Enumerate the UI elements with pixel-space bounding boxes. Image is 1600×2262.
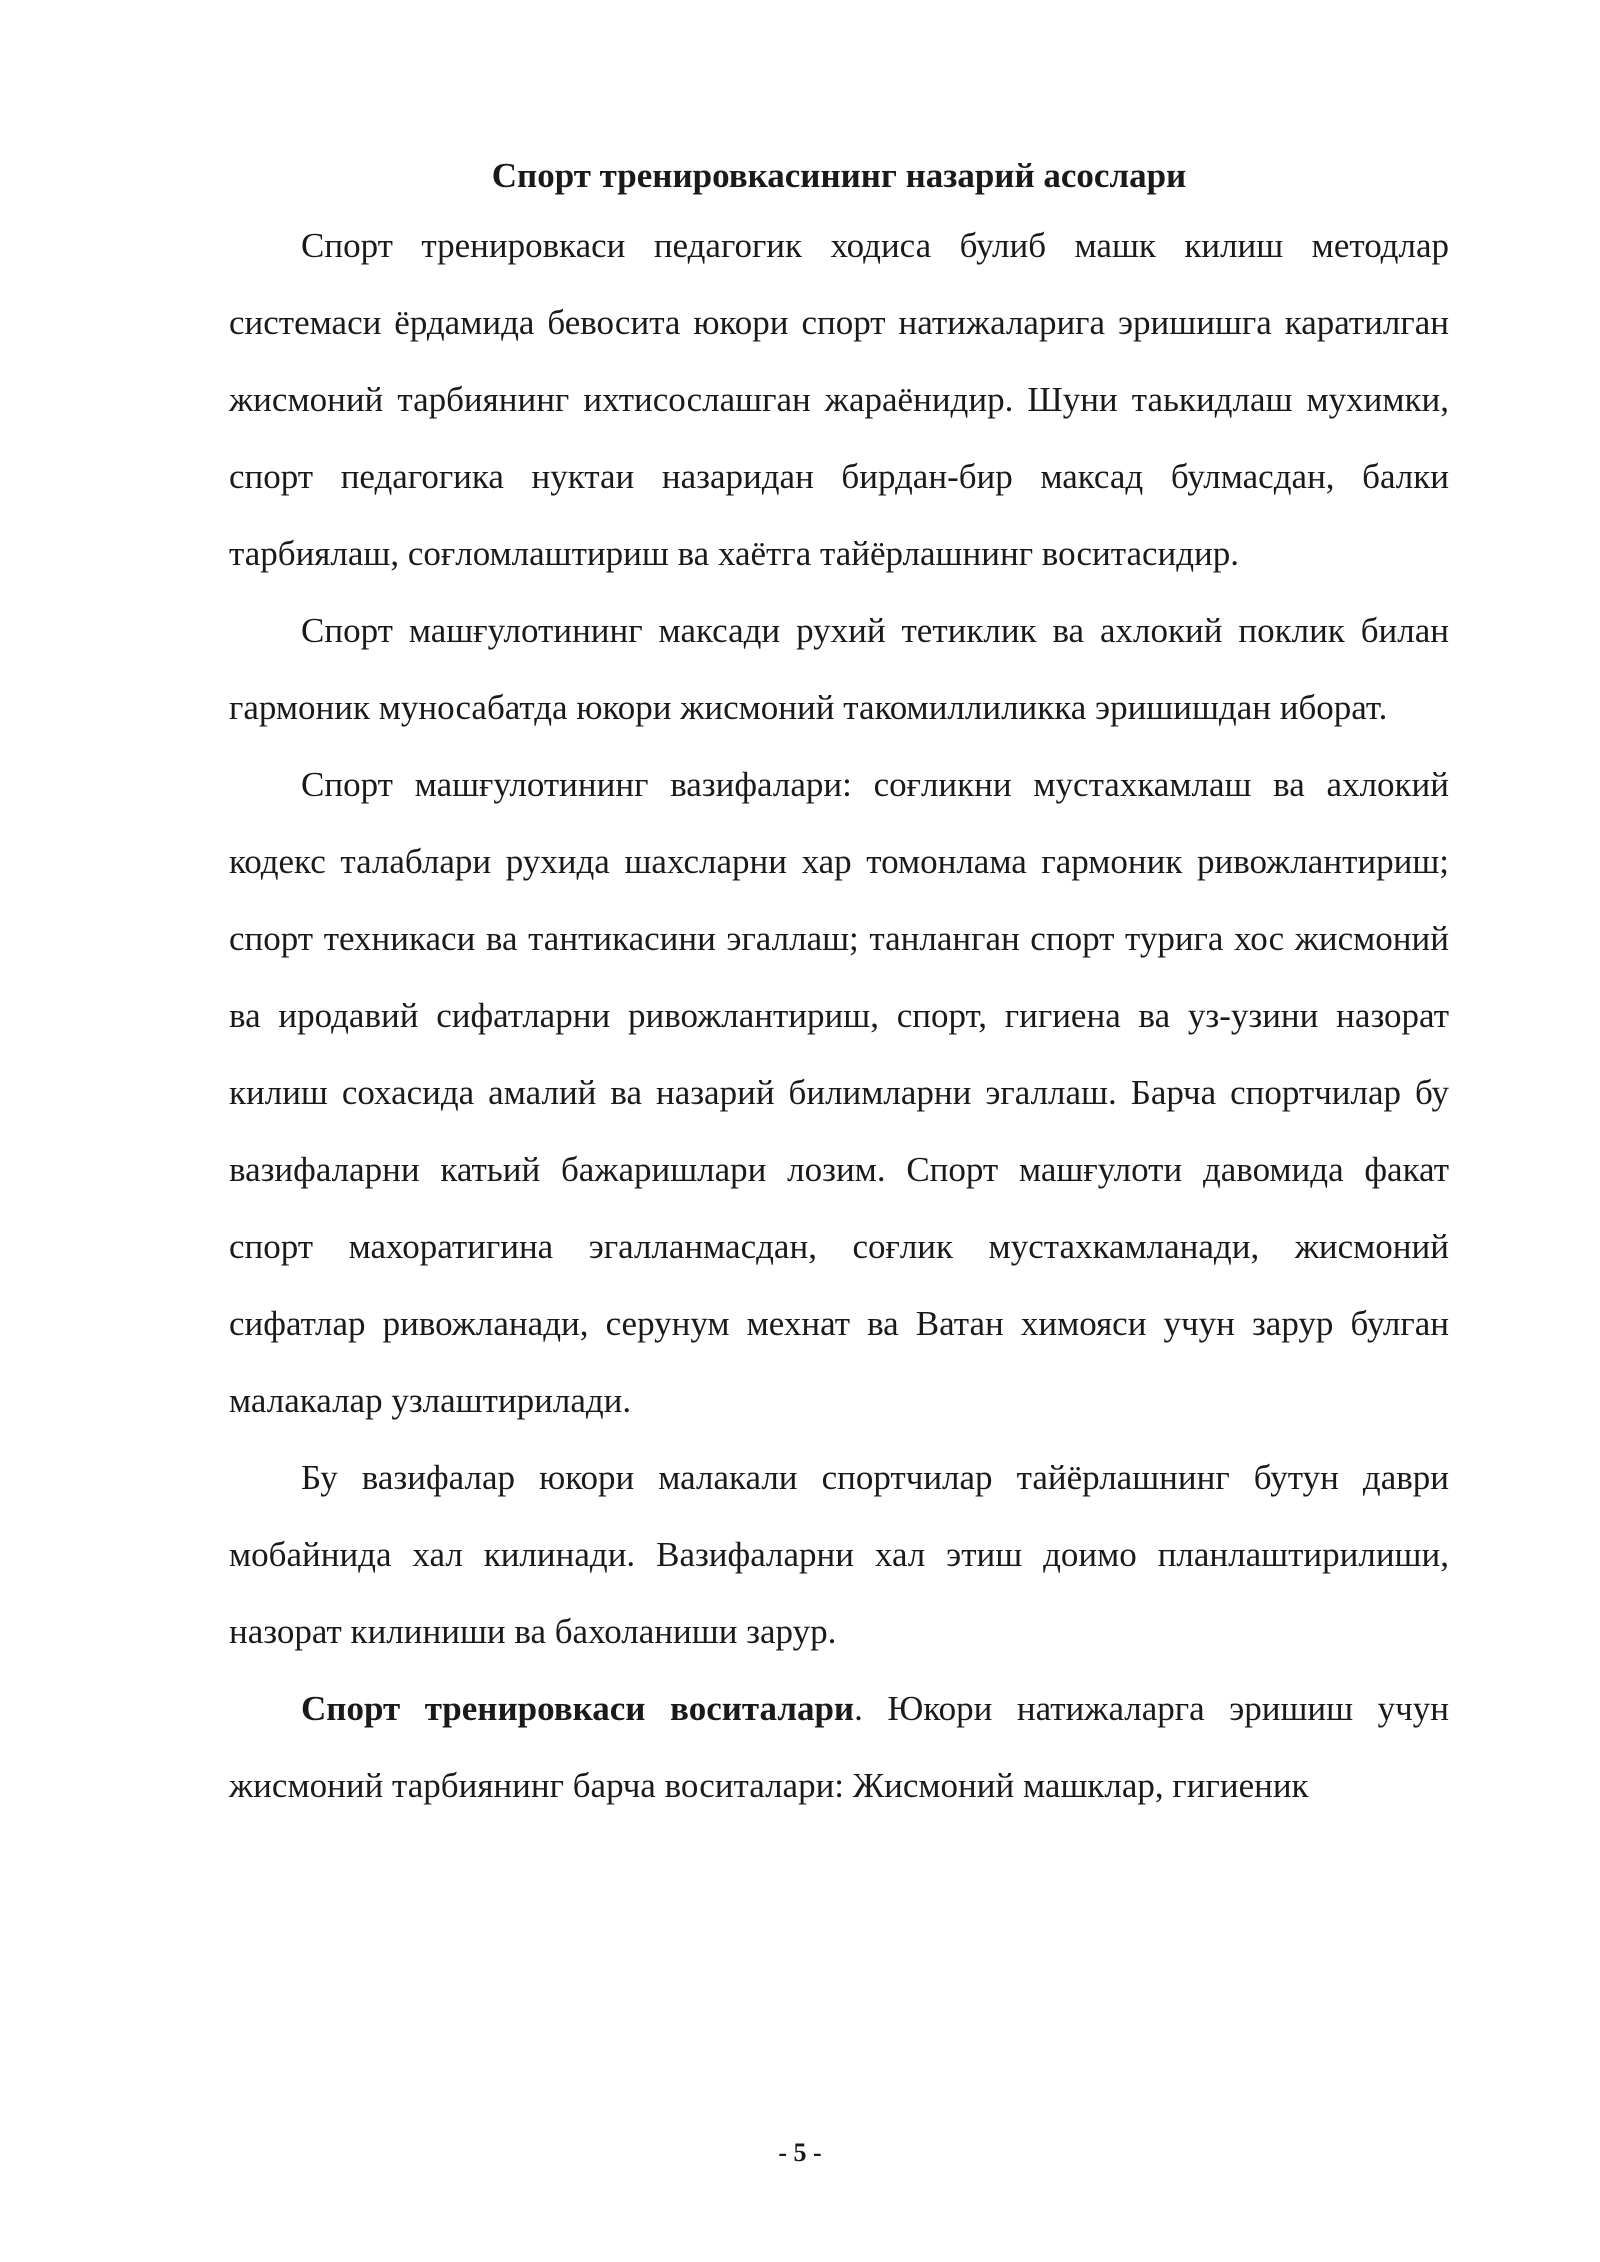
paragraph-1: Спорт тренировкаси педагогик ходиса булиб машк килиш методлар системаси ёрдамида бевосита юкори спорт натижаларига эришишга каратилган жисмоний тарбиянинг ихтисослашган жараёнидир. Шуни таькидлаш мухимки, спорт педагогика нуктаи назаридан бирдан-бир максад булмасдан, балки тарбиялаш, соғломлаштириш ва хаётга тайёрлашнинг воситасидир. [229,226,1449,573]
section-heading-inline: Спорт тренировкаси воситалари [301,1689,855,1728]
paragraph-3: Спорт машғулотининг вазифалари: соғликни мустахкамлаш ва ахлокий кодекс талаблари рухида шахсларни хар томонлама гармоник ривожлантириш; спорт техникаси ва тантикасини эгаллаш; танланган спорт турига хос жисмоний ва иродавий сифатларни ривожлантириш, спорт, гигиена ва уз-узини назорат килиш сохасида амалий ва назарий билимларни эгаллаш. Барча спортчилар бу вазифаларни катьий бажаришлари лозим. Спорт машғулоти давомида факат спорт махоратигина эгалланмасдан, соғлик мустахкамланади, жисмоний сифатлар ривожланади, серунум мехнат ва Ватан химояси учун зарур булган малакалар узлаштирилади. [229,765,1449,1420]
paragraph-4: Бу вазифалар юкори малакали спортчилар тайёрлашнинг бутун даври мобайнида хал килинади. Вазифаларни хал этиш доимо планлаштирилиши, назорат килиниши ва бахоланиши зарур. [229,1458,1449,1651]
paragraph-5 [229,1670,1449,1824]
paragraph-5-text: . Юкори натижаларга эришиш учун жисмоний тарбиянинг барча воситалари: Жисмоний машклар, гигиеник [229,1689,1450,1805]
document-title: Спорт тренировкасининг назарий асослари [491,156,1187,195]
document-page [229,145,1449,1824]
page-number: - 5 - [778,2138,822,2167]
paragraph-2: Спорт машғулотининг максади рухий тетиклик ва ахлокий поклик билан гармоник муносабатда юкори жисмоний такомиллиликка эришишдан иборат. [229,611,1449,727]
